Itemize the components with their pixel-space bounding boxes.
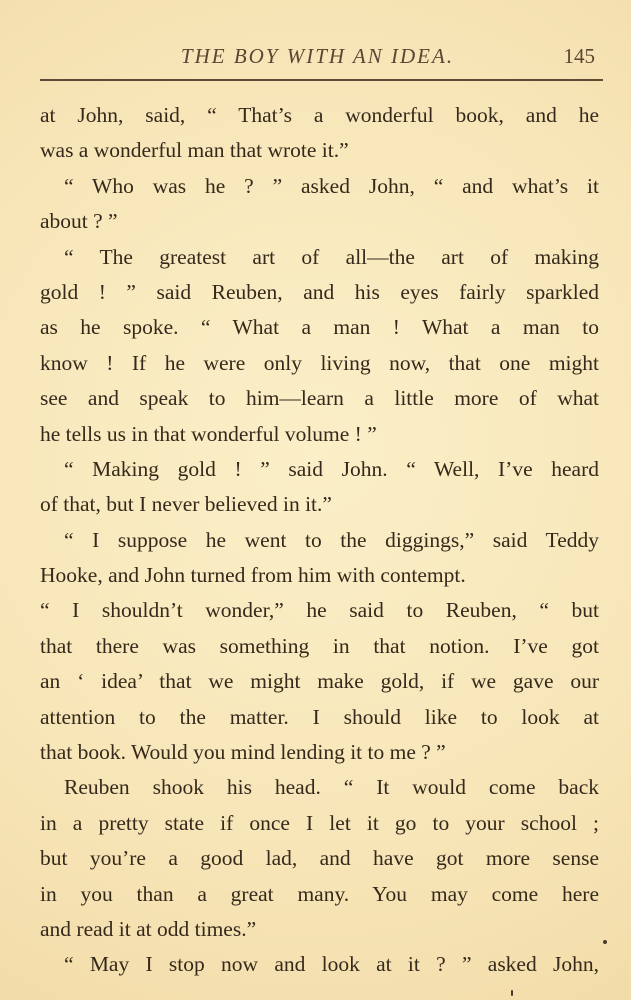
print-speck xyxy=(511,990,513,996)
text-line: as he spoke. “ What a man ! What a man to xyxy=(40,315,599,340)
text-line: see and speak to him—learn a little more of what xyxy=(40,386,599,411)
text-line: in a pretty state if once I let it go to your school ; xyxy=(40,810,599,835)
text-line: Hooke, and John turned from him with contempt. xyxy=(40,563,466,588)
text-line: attention to the matter. I should like to look at xyxy=(40,704,599,729)
print-speck xyxy=(603,940,607,944)
text-line: “ The greatest art of all—the art of making xyxy=(64,244,599,269)
text-line: he tells us in that wonderful volume ! ” xyxy=(40,421,377,446)
text-line: “ Making gold ! ” said John. “ Well, I’ve heard xyxy=(64,456,599,481)
text-line: Reuben shook his head. “ It would come back xyxy=(64,775,599,800)
running-head-title: THE BOY WITH AN IDEA. xyxy=(180,44,455,68)
page-number: 145 xyxy=(563,44,595,68)
body-text xyxy=(40,98,599,983)
header-rule xyxy=(40,79,603,81)
text-line: was a wonderful man that wrote it.” xyxy=(40,138,349,163)
text-line: gold ! ” said Reuben, and his eyes fairly sparkled xyxy=(40,279,599,304)
text-line: know ! If he were only living now, that one might xyxy=(40,350,599,375)
text-line: an ‘ idea’ that we might make gold, if we gave our xyxy=(40,669,599,694)
text-line: “ I suppose he went to the diggings,” said Teddy xyxy=(64,527,599,552)
text-line: that book. Would you mind lending it to me ? ” xyxy=(40,740,446,765)
text-line: “ I shouldn’t wonder,” he said to Reuben, “ but xyxy=(40,598,599,623)
text-line: that there was something in that notion. I’ve got xyxy=(40,633,599,658)
text-line: but you’re a good lad, and have got more sense xyxy=(40,846,599,871)
text-line: about ? ” xyxy=(40,209,118,234)
text-line: at John, said, “ That’s a wonderful book, and he xyxy=(40,103,599,127)
text-line: “ May I stop now and look at it ? ” asked John, xyxy=(64,952,599,977)
text-line: in you than a great many. You may come here xyxy=(40,881,599,906)
text-line: of that, but I never believed in it.” xyxy=(40,492,332,517)
text-line: “ Who was he ? ” asked John, “ and what’s it xyxy=(64,173,599,198)
text-line: and read it at odd times.” xyxy=(40,916,257,941)
running-head xyxy=(40,42,595,76)
